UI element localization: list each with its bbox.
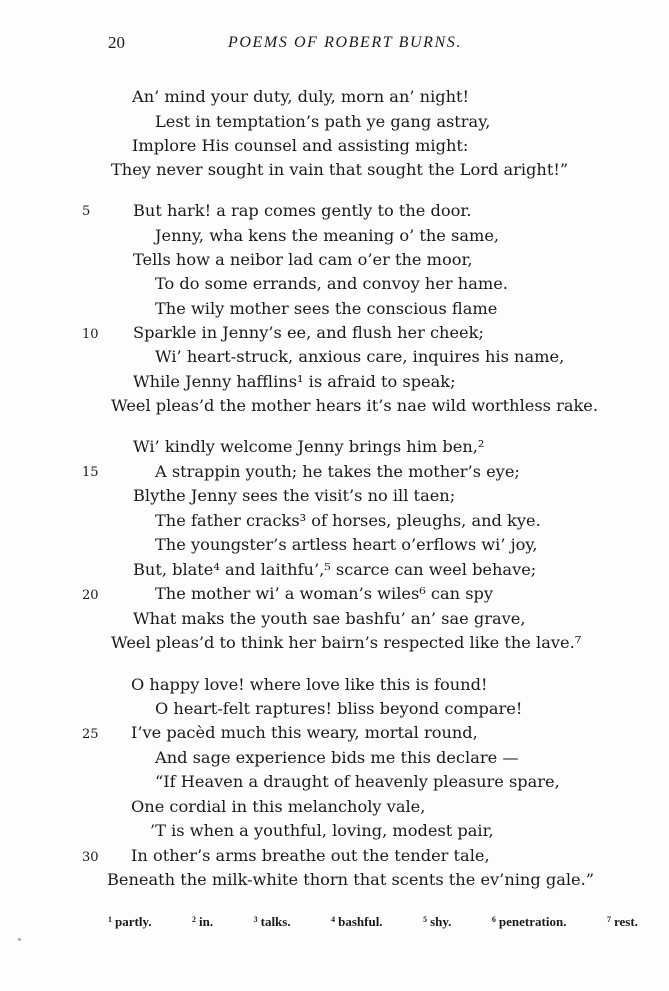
- verse-line: One cordial in this melancholy vale,: [131, 797, 426, 816]
- verse-line: Weel pleas’d to think her bairn’s respected like the lave.⁷: [111, 633, 582, 652]
- footnote: $^6$ penetration.: [491, 914, 567, 929]
- line-number: 15: [82, 465, 99, 480]
- verse-line: Wi’ kindly welcome Jenny brings him ben,²: [133, 437, 485, 456]
- page-number: 20: [108, 33, 125, 52]
- verse-line: The youngster’s artless heart o’erflows wi’ joy,: [155, 535, 538, 554]
- verse-line: What maks the youth sae bashfu’ an’ sae grave,: [133, 609, 526, 628]
- verse-line: A strappin youth; he takes the mother’s eye;: [155, 462, 520, 481]
- verse-line: Wi’ heart-struck, anxious care, inquires his name,: [155, 347, 565, 366]
- footnote: $^1$ partly.: [108, 914, 152, 929]
- verse-line: Implore His counsel and assisting might:: [132, 136, 469, 155]
- footnote: $^5$ shy.: [423, 914, 452, 929]
- footnote: $^4$ bashful.: [331, 914, 383, 929]
- footnotes: [108, 914, 638, 930]
- verse-line: But hark! a rap comes gently to the door.: [133, 201, 472, 220]
- verse-line: An’ mind your duty, duly, morn an’ night!: [132, 87, 470, 106]
- line-number: 25: [82, 727, 99, 742]
- verse-line: O heart-felt raptures! bliss beyond compare!: [155, 699, 523, 718]
- paper-speck: [18, 938, 21, 941]
- line-number: 10: [82, 327, 99, 342]
- line-number: 5: [82, 204, 91, 219]
- verse-line: O happy love! where love like this is found!: [131, 675, 488, 694]
- verse-line: ’T is when a youthful, loving, modest pair,: [150, 821, 494, 840]
- verse-line: But, blate⁴ and laithfu’,⁵ scarce can weel behave;: [133, 560, 537, 579]
- verse-line: While Jenny hafflins¹ is afraid to speak;: [133, 372, 456, 391]
- footnote: $^2$ in.: [192, 914, 214, 929]
- verse-line: Lest in temptation’s path ye gang astray,: [155, 112, 491, 131]
- verse-line: The father cracks³ of horses, pleughs, and kye.: [155, 511, 541, 530]
- verse-line: In other’s arms breathe out the tender tale,: [131, 846, 490, 865]
- verse-line: The wily mother sees the conscious flame: [155, 299, 498, 318]
- line-number: 20: [82, 588, 99, 603]
- footnote: $^7$ rest.: [606, 914, 638, 929]
- verse-line: They never sought in vain that sought the Lord aright!”: [111, 160, 569, 179]
- verse-line: “If Heaven a draught of heavenly pleasure spare,: [155, 772, 560, 791]
- verse-line: I’ve pacèd much this weary, mortal round,: [131, 723, 478, 742]
- verse-line: Jenny, wha kens the meaning o’ the same,: [155, 226, 500, 245]
- verse-line: Tells how a neibor lad cam o’er the moor,: [133, 250, 473, 269]
- verse-line: Weel pleas’d the mother hears it’s nae wild worthless rake.: [111, 396, 599, 415]
- footnote: $^3$ talks.: [253, 914, 291, 929]
- verse-line: The mother wi’ a woman’s wiles⁶ can spy: [155, 584, 494, 603]
- line-number: 30: [82, 850, 99, 865]
- verse-line: And sage experience bids me this declare —: [155, 748, 519, 767]
- running-head: POEMS OF ROBERT BURNS.: [228, 34, 462, 51]
- verse-line: Beneath the milk-white thorn that scents the ev’ning gale.”: [107, 870, 595, 889]
- verse-line: To do some errands, and convoy her hame.: [155, 274, 508, 293]
- verse-line: Blythe Jenny sees the visit’s no ill taen;: [133, 486, 456, 505]
- verse-line: Sparkle in Jenny’s ee, and flush her cheek;: [133, 323, 484, 342]
